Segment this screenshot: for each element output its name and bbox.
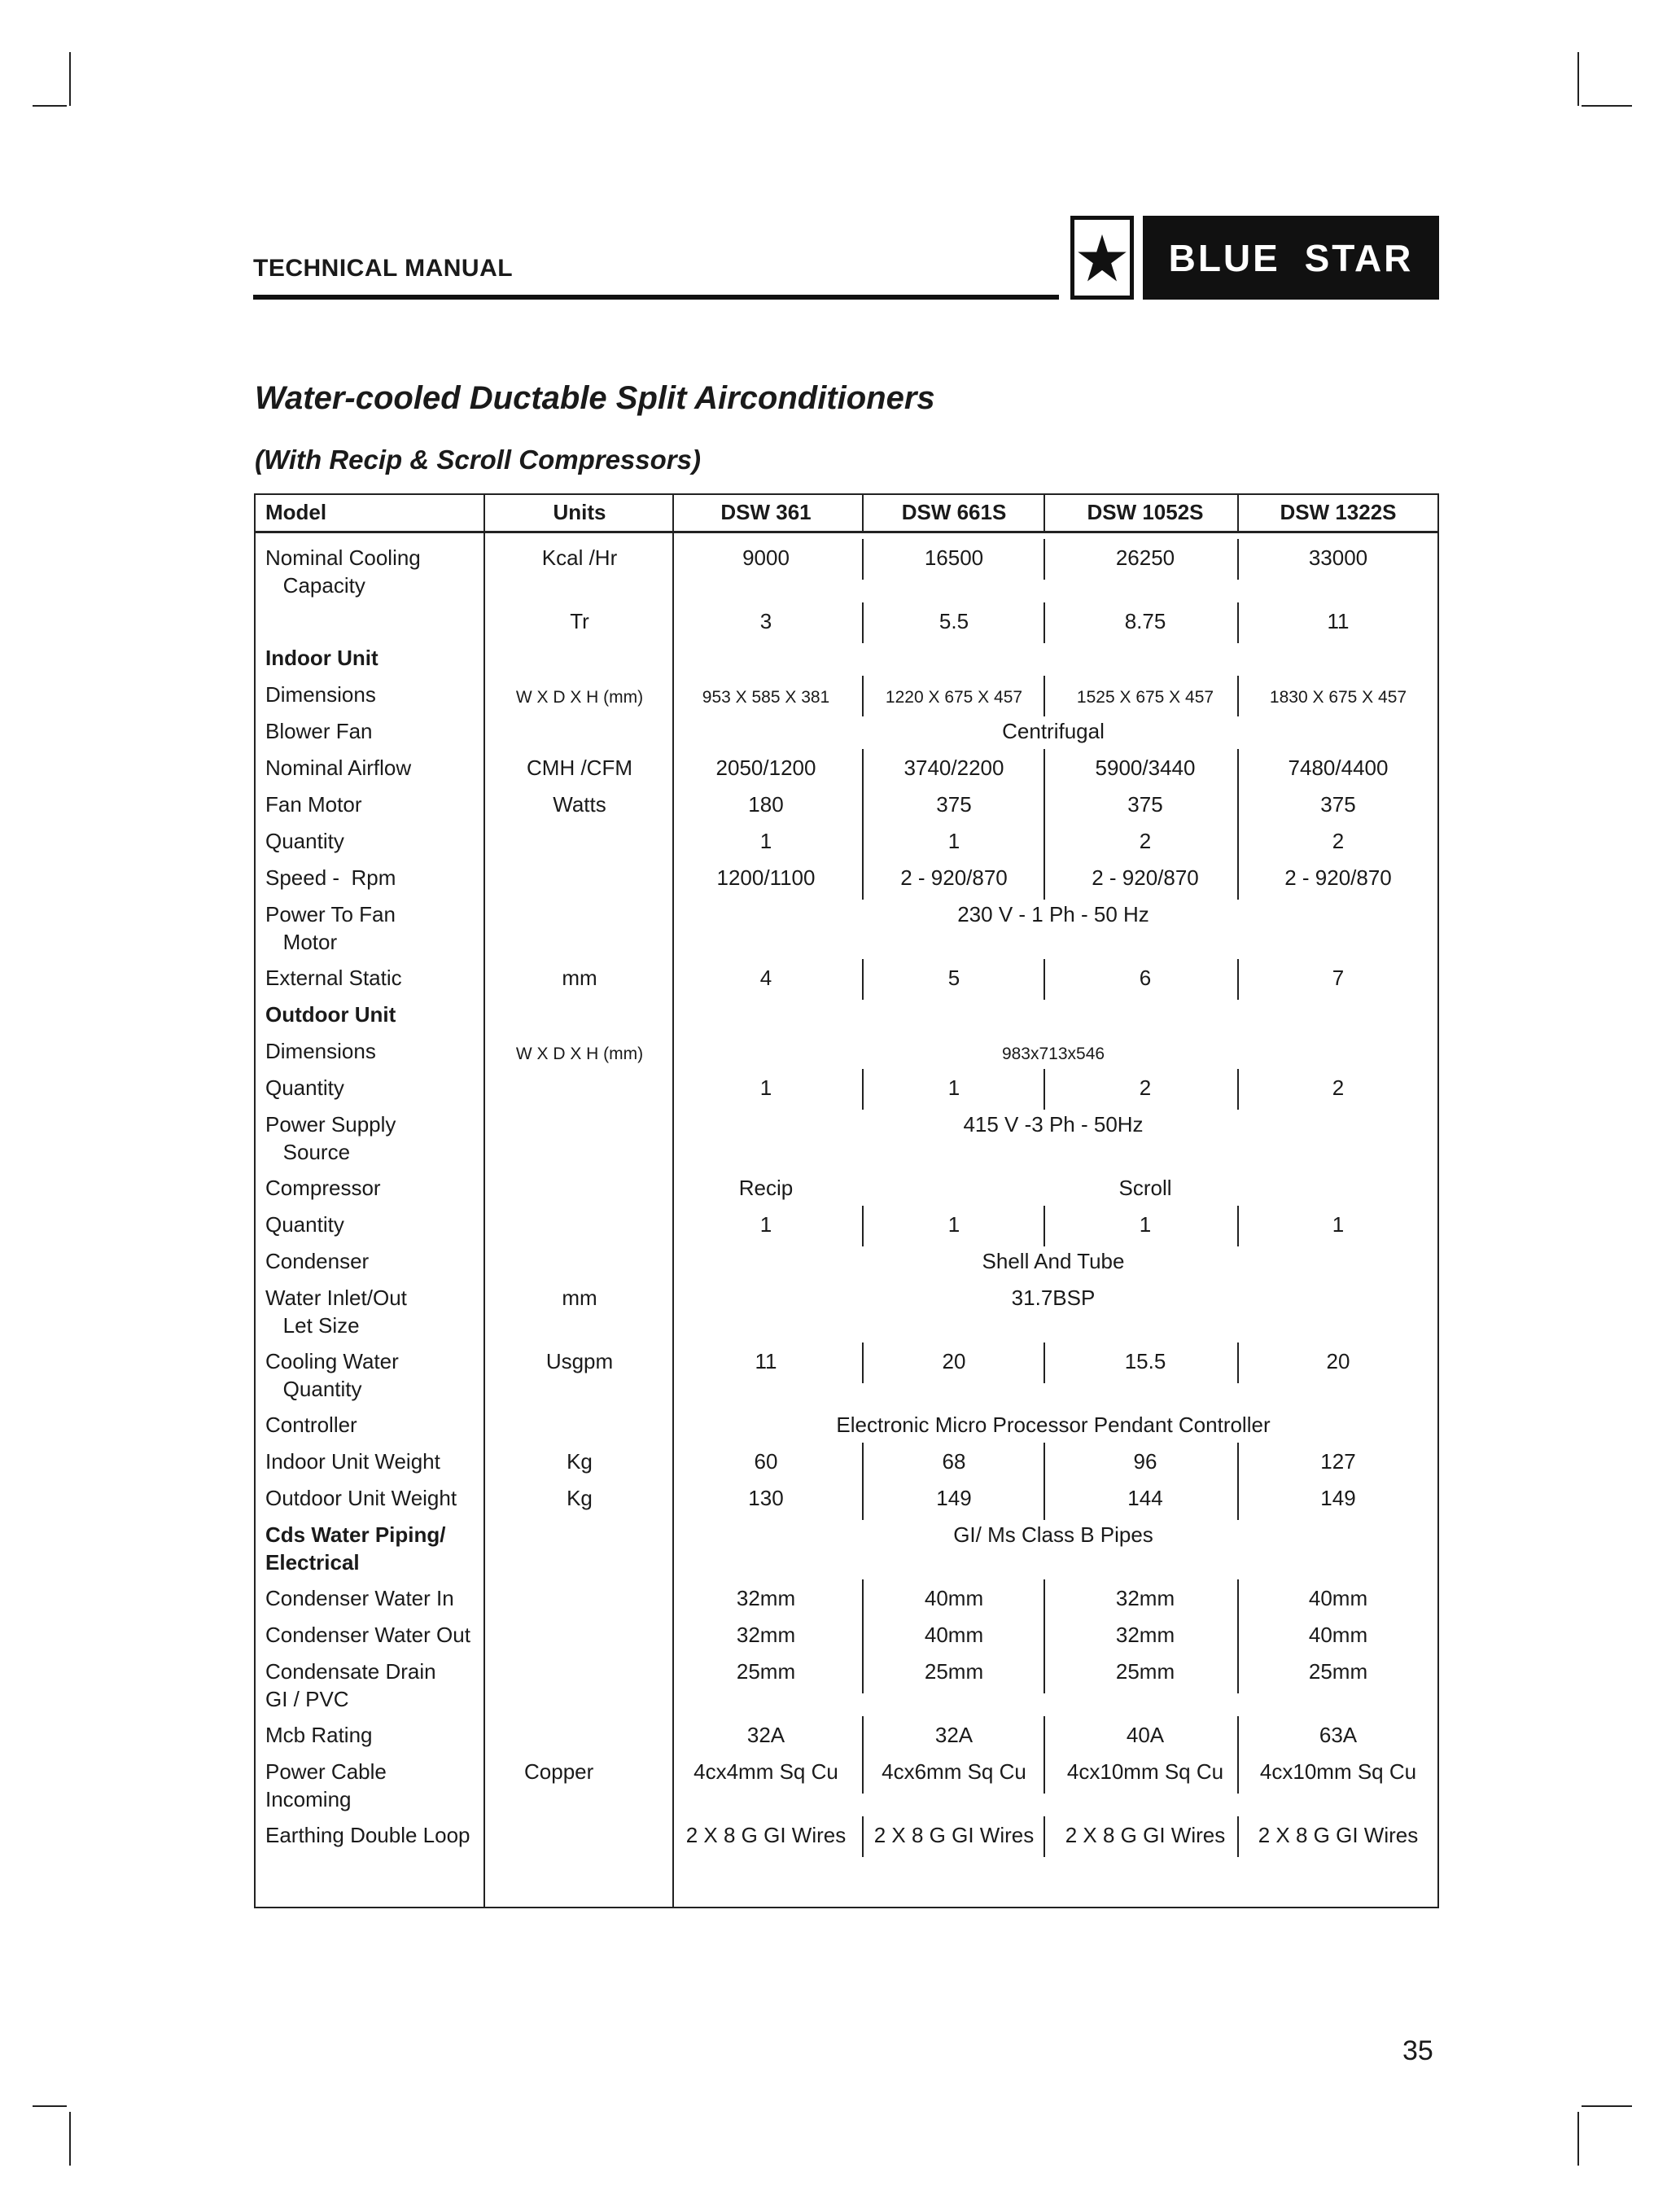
value-column-divider [862,959,864,1000]
row-value: 20 [1326,1349,1350,1373]
value-column-divider [1044,1616,1045,1657]
row-value: 2 - 920/870 [1092,865,1199,890]
value-column-divider [1044,1443,1045,1483]
value-column-divider [1044,1653,1045,1693]
row-label: Blower Fan [265,719,373,743]
row-value: 2 [1332,1075,1345,1100]
table-header-dsw-1052s: DSW 1052S [1087,500,1204,524]
row-label: Motor [265,930,338,954]
table-header-dsw-661s: DSW 661S [901,500,1007,524]
row-value: 7 [1332,966,1345,990]
row-span-value: 31.7BSP [1011,1286,1096,1310]
value-column-divider [1237,1616,1239,1657]
row-label: Power To Fan [265,902,396,926]
row-label: Nominal Airflow [265,756,412,780]
row-label: Quantity [265,1212,344,1237]
row-value: 25mm [924,1659,984,1684]
star-icon [1077,233,1127,283]
row-value: 1 [1332,1212,1345,1237]
row-value: Scroll [1118,1176,1172,1200]
row-unit: W X D X H (mm) [515,688,644,707]
row-value: 40mm [924,1623,984,1647]
row-value: 375 [936,792,972,817]
row-value: 2 X 8 G GI Wires [685,1823,847,1847]
spec-table [254,493,1439,1908]
row-value: 1 [759,1212,772,1237]
row-value: 144 [1127,1486,1163,1510]
row-label: Controller [265,1413,357,1437]
value-column-divider [1237,749,1239,790]
row-unit: Kcal /Hr [541,545,618,570]
row-unit: Usgpm [545,1349,614,1373]
value-column-divider [1044,786,1045,826]
row-label: Condenser [265,1249,370,1273]
value-column-divider [1044,1816,1045,1857]
value-column-divider [862,1616,864,1657]
row-value: 63A [1319,1723,1358,1747]
row-value: 180 [748,792,784,817]
row-value: 2 X 8 G GI Wires [1258,1823,1419,1847]
units-column-divider [672,531,674,1907]
table-header-dsw-1322s: DSW 1322S [1280,500,1397,524]
value-column-divider [1044,1343,1045,1383]
document-subtitle: (With Recip & Scroll Compressors) [255,445,701,475]
row-value: 2 - 920/870 [900,865,1008,890]
row-label: Power Cable [265,1759,387,1784]
row-label: Outdoor Unit [265,1002,396,1027]
row-span-value: Shell And Tube [982,1249,1125,1273]
row-label: Quantity [265,829,344,853]
value-column-divider [862,1753,864,1794]
row-value: Recip [738,1176,794,1200]
value-column-divider [1044,749,1045,790]
row-value: 60 [754,1449,778,1474]
row-label: Cds Water Piping/ [265,1522,446,1547]
header-title: TECHNICAL MANUAL [253,255,514,282]
row-value: 149 [1320,1486,1356,1510]
row-value: 25mm [1308,1659,1368,1684]
value-column-divider [862,786,864,826]
row-label: Nominal Cooling [265,545,421,570]
row-value: 1 [759,829,772,853]
row-label: Mcb Rating [265,1723,373,1747]
row-value: 2 [1332,829,1345,853]
row-label: Dimensions [265,1039,376,1063]
value-column-divider [1237,1753,1239,1794]
row-label: Compressor [265,1176,381,1200]
value-column-divider [1044,539,1045,580]
row-value: 6 [1139,966,1152,990]
value-column-divider [1044,676,1045,716]
row-value: 1 [947,1075,960,1100]
row-span-value: Centrifugal [1002,719,1105,743]
row-value: 4cx6mm Sq Cu [882,1759,1026,1784]
crop-mark-bottom-right-h [1582,2105,1632,2107]
row-value: 32mm [736,1586,796,1610]
value-column-divider [862,1579,864,1620]
header-column-divider [862,495,864,531]
row-label: Condenser Water In [265,1586,454,1610]
page-number: 35 [1402,2035,1433,2066]
row-value: 1 [759,1075,772,1100]
row-value: 25mm [736,1659,796,1684]
row-value: 40A [1126,1723,1165,1747]
row-value: 5900/3440 [1095,756,1196,780]
value-column-divider [1237,602,1239,643]
row-value: 33000 [1308,545,1368,570]
row-value: 40mm [1308,1623,1368,1647]
row-value: 16500 [924,545,984,570]
row-value: 375 [1320,792,1356,817]
crop-mark-top-right-v [1577,52,1579,106]
row-value: 1 [947,1212,960,1237]
row-value: 3740/2200 [904,756,1004,780]
row-value: 26250 [1115,545,1175,570]
value-column-divider [862,1716,864,1757]
value-column-divider [862,1479,864,1520]
row-value: 4cx10mm Sq Cu [1259,1759,1417,1784]
value-column-divider [862,1069,864,1110]
row-value: 1525 X 675 X 457 [1076,688,1214,707]
value-column-divider [1237,1653,1239,1693]
value-column-divider [862,602,864,643]
row-unit: W X D X H (mm) [515,1045,644,1063]
row-label: Power Supply [265,1112,396,1137]
value-column-divider [1237,1443,1239,1483]
value-column-divider [862,749,864,790]
row-value: 4cx4mm Sq Cu [693,1759,838,1784]
header-rule [253,295,1059,300]
row-label: Earthing Double Loop [265,1823,470,1847]
row-value: 149 [936,1486,972,1510]
value-column-divider [1044,1753,1045,1794]
crop-mark-bottom-right-v [1577,2112,1579,2166]
table-header-rule [256,531,1437,533]
header-column-divider [483,495,485,531]
value-column-divider [1237,859,1239,900]
crop-mark-top-left-h [33,105,67,107]
row-value: 40mm [1308,1586,1368,1610]
row-value: 130 [748,1486,784,1510]
brand-logo-text: BLUE STAR [1143,216,1439,300]
row-unit: mm [562,966,597,990]
value-column-divider [1237,1343,1239,1383]
row-span-value: 983x713x546 [1001,1045,1105,1063]
value-column-divider [1044,822,1045,863]
value-column-divider [1237,1579,1239,1620]
value-column-divider [1237,959,1239,1000]
row-value: 40mm [924,1586,984,1610]
value-column-divider [862,1816,864,1857]
row-unit: Tr [570,609,589,633]
row-value: 2 [1139,829,1152,853]
crop-mark-top-left-v [69,52,71,106]
row-label: GI / PVC [265,1687,349,1711]
row-label: Condenser Water Out [265,1623,470,1647]
row-value: 20 [942,1349,966,1373]
row-value: 953 X 585 X 381 [702,688,830,707]
crop-mark-bottom-left-v [69,2112,71,2166]
row-label: Condensate Drain [265,1659,436,1684]
logo-star-box [1070,216,1134,300]
row-value: 127 [1320,1449,1356,1474]
value-column-divider [1044,1579,1045,1620]
header-column-divider [672,495,674,531]
row-value: 1220 X 675 X 457 [885,688,1023,707]
value-column-divider [1044,1206,1045,1246]
value-column-divider [1044,859,1045,900]
value-column-divider [1237,539,1239,580]
row-value: 2050/1200 [715,756,816,780]
table-header-units: Units [553,500,606,524]
row-value: 3 [759,609,772,633]
value-column-divider [1237,786,1239,826]
row-value: 1 [947,829,960,853]
row-value: 2 X 8 G GI Wires [873,1823,1035,1847]
row-value: 32mm [736,1623,796,1647]
row-value: 2 [1139,1075,1152,1100]
label-column-divider [483,531,485,1907]
row-value: 7480/4400 [1288,756,1389,780]
value-column-divider [1044,1069,1045,1110]
value-column-divider [1237,1816,1239,1857]
row-value: 96 [1133,1449,1157,1474]
row-value: 2 X 8 G GI Wires [1065,1823,1226,1847]
row-label: Electrical [265,1550,360,1575]
value-column-divider [1237,1479,1239,1520]
value-column-divider [862,1653,864,1693]
row-label: Speed - Rpm [265,865,396,890]
value-column-divider [862,676,864,716]
row-value: 5 [947,966,960,990]
row-value: 25mm [1115,1659,1175,1684]
row-value: 32A [746,1723,785,1747]
value-column-divider [862,822,864,863]
table-header-dsw-361: DSW 361 [720,500,812,524]
row-label: Capacity [265,573,365,598]
row-label: Let Size [265,1313,360,1338]
row-label: Indoor Unit Weight [265,1449,440,1474]
table-header-model: Model [265,500,327,524]
row-unit: Watts [553,792,606,817]
header-column-divider [1044,495,1045,531]
row-value: 4cx10mm Sq Cu [1066,1759,1224,1784]
value-column-divider [862,859,864,900]
value-column-divider [1237,676,1239,716]
row-label: Source [265,1140,351,1164]
value-column-divider [862,1443,864,1483]
value-column-divider [1237,1206,1239,1246]
value-column-divider [862,1343,864,1383]
row-span-value: 230 V - 1 Ph - 50 Hz [957,902,1149,926]
value-column-divider [1237,822,1239,863]
row-value: 1200/1100 [716,865,816,890]
row-label: Dimensions [265,682,376,707]
row-value: 68 [942,1449,966,1474]
row-value: 11 [755,1349,777,1373]
row-span-value: Electronic Micro Processor Pendant Controller [836,1413,1271,1437]
row-unit: Kg [567,1449,593,1474]
value-column-divider [1044,602,1045,643]
row-label: Indoor Unit [265,646,378,670]
value-column-divider [1237,1716,1239,1757]
crop-mark-top-right-h [1582,105,1632,107]
row-label: Outdoor Unit Weight [265,1486,457,1510]
value-column-divider [1237,1069,1239,1110]
value-column-divider [1044,1716,1045,1757]
row-label: Water Inlet/Out [265,1286,407,1310]
row-label: Cooling Water [265,1349,399,1373]
value-column-divider [862,1206,864,1246]
row-value: 4 [759,966,772,990]
row-value: 1 [1139,1212,1152,1237]
row-unit: mm [562,1286,597,1310]
row-value: 5.5 [939,609,969,633]
row-value: 8.75 [1124,609,1166,633]
row-label: External Static [265,966,402,990]
row-value: 1830 X 675 X 457 [1269,688,1407,707]
value-column-divider [862,539,864,580]
row-label: Fan Motor [265,792,362,817]
row-value: 2 - 920/870 [1284,865,1392,890]
row-value: 32A [934,1723,974,1747]
row-label: Quantity [265,1377,362,1401]
row-span-value: 415 V -3 Ph - 50Hz [963,1112,1144,1137]
row-span-value: GI/ Ms Class B Pipes [953,1522,1153,1547]
row-unit: Copper [524,1759,594,1784]
document-title: Water-cooled Ductable Split Airconditioners [255,380,935,416]
row-value: 375 [1127,792,1163,817]
crop-mark-bottom-left-h [33,2105,67,2107]
value-column-divider [1044,959,1045,1000]
row-value: 32mm [1115,1586,1175,1610]
row-value: 9000 [742,545,790,570]
row-value: 15.5 [1124,1349,1166,1373]
header-column-divider [1237,495,1239,531]
row-value: 32mm [1115,1623,1175,1647]
row-unit: CMH /CFM [527,756,632,780]
row-label: Incoming [265,1787,352,1811]
row-value: 11 [1327,609,1350,633]
row-label: Quantity [265,1075,344,1100]
row-unit: Kg [567,1486,593,1510]
value-column-divider [1044,1479,1045,1520]
